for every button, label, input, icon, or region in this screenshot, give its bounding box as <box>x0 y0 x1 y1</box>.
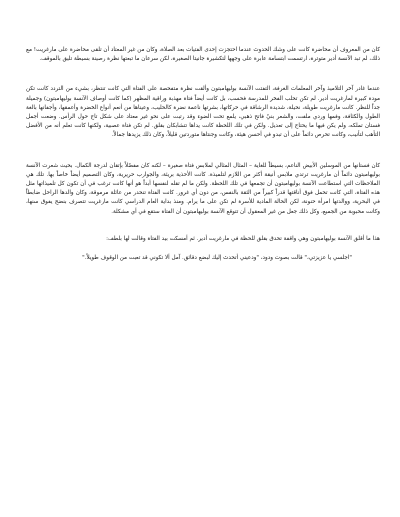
paragraph-opening: كان من المعروف أن محاضرة كانت على وشك الحدوث عندما احتجزت إحدى الفتيات بعد الصلاة، وكان من غير المعتاد أن تلقى محاضرة على مارغريت! مع ذلك، لم تبد الآنسة أدير متوترة، ارتسمت ابتسامة عابرة على وجهها لتكشيرة جانيتا الصغيرة، لكن سرعان ما تبعتها نظرة رصينة بسيطة تليق بالموقف. <box>26 47 380 63</box>
paragraph-concern: هذا ما أقلق الآنسة بوليهامبتون وهي واقفة تحدق بقلق للحظة في مارغريت أدير. ثم أمسكت بيد الفتاة وقالت لها بلطف: <box>106 235 380 242</box>
paragraph-dress: كان فستانها من الموسلين الأبيض الناعم، بسيطاً للغاية – المثال المثالي لملابس فتاة صغيرة – لكنه كان مفصّلاً بإتقان لدرجة الكمال. بحيث شعرت الآنسة بوليهامبتون دائماً أن مارغريت ترتدي ملابس أنيقة أكثر من اللازم لتلميذة. كانت الأحذية بريئة، والجوارب حريرية، وكان التصميم أيضاً خاصاً بها. تلك هي الملاحظات التي استطاعت الآنسة بوليهامبتون أن تجمعها في تلك اللحظة. ولكن ما لم تقله لنفسها أبداً هو أنها كانت ترغب في أن تكون كل تلميذاتها مثل هذه الفتاة، التي كانت تحمل فوق أناقتها قدراً كبيراً من الثقة بالنفس، من دون أي غرور. كانت الفتاة تنحدر من عائلة مرموقة، وكان والدها الراحل ضابطاً في البحرية، ووالدتها امرأة حنونة، لكن الحالة المادية للأسرة لم تكن على ما يرام. ومنذ بداية العام الدراسي كانت مارغريت تتصرف بنضج يفوق سنها، وكانت محبوبة من الجميع، وكل ذلك جعل من غير المعقول أن تتوقع الآنسة بوليهامبتون أن الفتاة ستقع في أي مشكلة. <box>26 162 380 215</box>
paragraph-dialogue: "اجلسي يا عزيزتي،" قالت بصوت ودود، "ودعيني أتحدث إليك لبضع دقائق. آمل ألا تكوني قد تعبت من الوقوف طويلاً." <box>82 255 352 262</box>
paragraph-description: عندما غادر آخر التلاميذ وآخر المعلمات الغرفة، التفتت الآنسة بوليهامبتون وألقت نظرة متفحصة على الفتاة التي كانت تنتظر، بشيء من التردد كانت تكن مودة كبيرة لمارغريت أدير. لم تكن تحلب الفخر للمدرسة فحسب، بل كانت أيضاً فتاة مهذبة وراقية المظهر (كما كانت أوصاف الآنسة بوليهامبتون) وجميلة جداً للنظر. كانت مارغريت طويلة، نحيلة، شديدة الرشاقة في حركاتها، بشرتها ناعمة نضرة كالحليب، وعيناها من أنعم أنواع الخضرة وأعمقها، وأجفانها بالغة الطول والكثافة، وفمها وردي ملفت، والشعر بنيّ فاتح ذهبي، يلمع تحت الضوء وقد رتبت على نحو غير معتاد على شكل تاج حول الرأس. وضعت أجمل فستان تملكه، ولم يكن فيها ما يحتاج إلى تعديل. ولكن في تلك اللحظة كانت يداها تتشابكان بقلق. لم تكن فتاة عصبية، ولكنها كانت تعلم أنه من الأفضل التأهب لتأنيب، وكانت تحرص دائماً على أن تبدو في أحسن هيئة، وكانت وجنتاها متوردتين قليلاً، وكان ذلك يزيدها جمالاً. <box>26 86 380 139</box>
